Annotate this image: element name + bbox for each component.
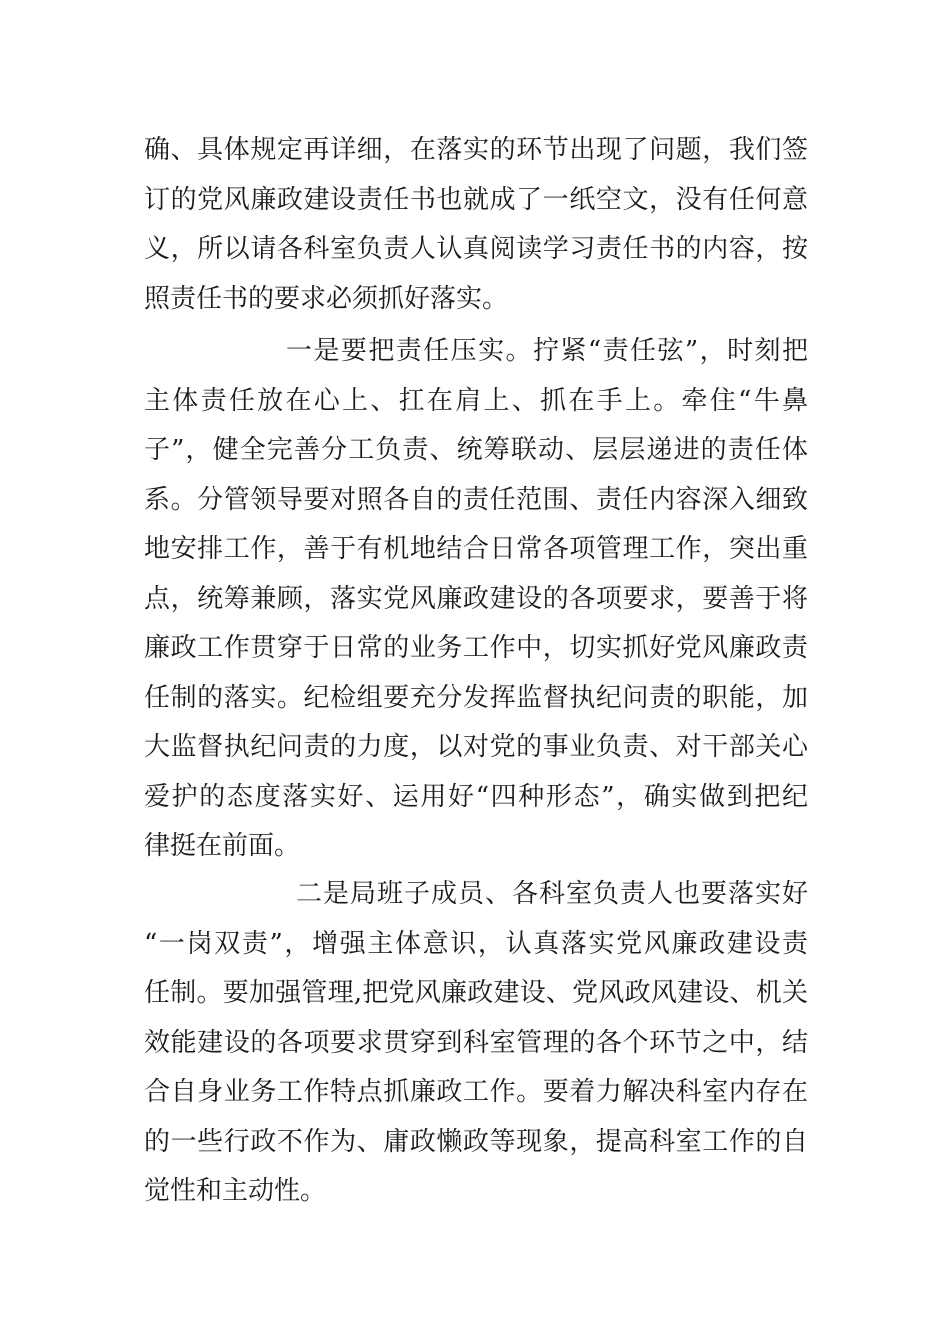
paragraph-continuation: [144, 126, 808, 324]
text-line: 二是局班子成员、各科室负责人也要落实好: [296, 879, 808, 909]
text-line: 子”，健全完善分工负责、统筹联动、层层递进的责任体: [144, 435, 808, 465]
text-line: 照责任书的要求必须抓好落实。: [144, 283, 509, 314]
text-line: 点，统筹兼顾，落实党风廉政建设的各项要求，要善于将: [144, 583, 808, 614]
paragraph-responsibility: [144, 327, 808, 872]
text-line: 任制的落实。纪检组要充分发挥监督执纪问责的职能，加: [144, 682, 808, 713]
text-line: “一岗双责”，增强主体意识，认真落实党风廉政建设责: [144, 928, 808, 959]
text-line: 的一些行政不作为、庸政懒政等现象，提高科室工作的自: [144, 1126, 808, 1157]
text-line: 爱护的态度落实好、运用好“四种形态”，确实做到把纪: [144, 781, 808, 812]
text-line: 效能建设的各项要求贯穿到科室管理的各个环节之中，结: [144, 1027, 808, 1058]
text-line: 合自身业务工作特点抓廉政工作。要着力解决科室内存在: [144, 1077, 808, 1107]
text-line: 一是要把责任压实。拧紧“责任弦”，时刻把: [286, 336, 808, 366]
text-line: 廉政工作贯穿于日常的业务工作中，切实抓好党风廉政责: [144, 633, 808, 663]
text-line: 律挺在前面。: [144, 831, 301, 861]
paragraph-dual-duties: [144, 870, 808, 1217]
text-line: 任制。要加强管理,把党风廉政建设、党风政风建设、机关: [144, 978, 808, 1008]
text-line: 确、具体规定再详细，在落实的环节出现了问题，我们签: [144, 135, 808, 165]
text-line: 订的党风廉政建设责任书也就成了一纸空文，没有任何意: [144, 184, 808, 215]
text-line: 大监督执纪问责的力度，以对党的事业负责、对干部关心: [144, 732, 808, 762]
text-line: 义，所以请各科室负责人认真阅读学习责任书的内容，按: [144, 234, 808, 264]
text-line: 系。分管领导要对照各自的责任范围、责任内容深入细致: [144, 484, 808, 515]
text-line: 地安排工作，善于有机地结合日常各项管理工作，突出重: [144, 534, 808, 564]
text-line: 觉性和主动性。: [144, 1176, 327, 1206]
text-line: 主体责任放在心上、扛在肩上、抓在手上。牵住“牛鼻: [144, 385, 808, 416]
